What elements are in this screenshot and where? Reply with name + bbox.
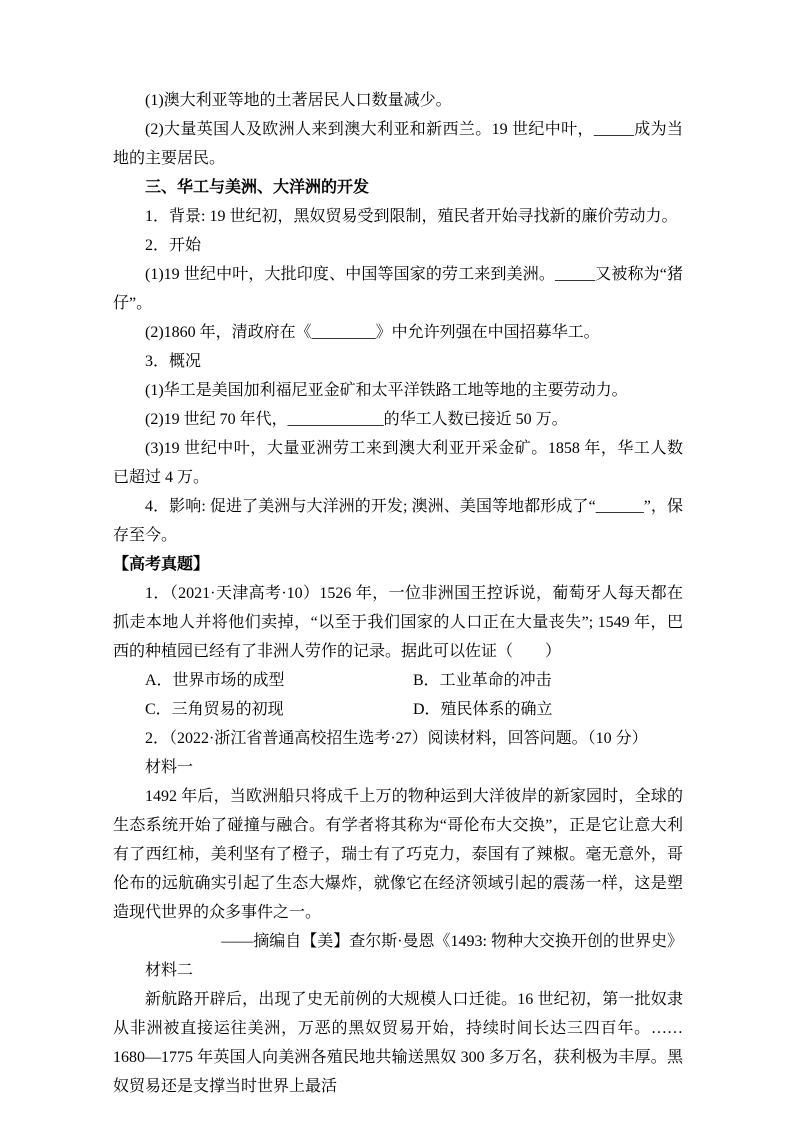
options-row bbox=[113, 666, 683, 695]
option-cell: D．殖民体系的确立 bbox=[413, 701, 553, 718]
paragraph: (1)华工是美国加利福尼亚金矿和太平洋铁路工地等地的主要劳动力。 bbox=[145, 382, 628, 399]
paragraph: 1492 年后，当欧洲船只将成千上万的物种运到大洋彼岸的新家园时，全球的生态系统开始了碰撞与融合。有学者将其称为“哥伦布大交换”，正是它让意大利有了西红柿，美利坚有了橙子，瑞士有了巧克力，泰国有了辣椒。毫无意外，哥伦布的远航确实引起了生态大爆炸，就像它在经济领域引起的震荡一样，这是塑造现代世界的众多事件之一。 bbox=[113, 788, 683, 921]
paragraph: 2．开始 bbox=[145, 237, 202, 254]
section-heading: 【高考真题】 bbox=[113, 556, 210, 573]
paragraph: (3)19 世纪中叶，大量亚洲劳工来到澳大利亚开采金矿。1858 年，华工人数已超过 4 万。 bbox=[113, 440, 683, 486]
paragraph: 1．（2021·天津高考·10）1526 年，一位非洲国王控诉说，葡萄牙人每天都在抓走本地人并将他们卖掉，“以至于我们国家的人口正在大量丧失”; 1549 年，巴西的种植园已经有了非洲人劳作的记录。据此可以佐证（ ） bbox=[113, 585, 683, 660]
paragraph: (1)澳大利亚等地的土著居民人口数量减少。 bbox=[145, 92, 452, 109]
option-cell: A．世界市场的成型 bbox=[145, 672, 285, 689]
option-cell: B．工业革命的冲击 bbox=[413, 672, 552, 689]
paragraph: 材料一 bbox=[145, 759, 194, 776]
paragraph: (2)大量英国人及欧洲人来到澳大利亚和新西兰。19 世纪中叶，_____成为当地的主要居民。 bbox=[113, 121, 683, 167]
paragraph: 2．（2022·浙江省普通高校招生选考·27）阅读材料，回答问题。（10 分） bbox=[145, 730, 648, 747]
paragraph: 3．概况 bbox=[145, 353, 202, 370]
options-row bbox=[113, 695, 683, 724]
paragraph: (2)1860 年，清政府在《________》中允许列强在中国招募华工。 bbox=[145, 324, 600, 341]
source-attribution: ——摘编自【美】查尔斯·曼恩《1493: 物种大交换开创的世界史》 bbox=[221, 933, 683, 950]
paragraph: (2)19 世纪 70 年代，____________的华工人数已接近 50 万。 bbox=[145, 411, 568, 428]
paragraph: 1．背景: 19 世纪初，黑奴贸易受到限制，殖民者开始寻找新的廉价劳动力。 bbox=[145, 208, 678, 225]
paragraph: (1)19 世纪中叶，大批印度、中国等国家的劳工来到美洲。_____又被称为“猪仔”。 bbox=[113, 266, 683, 312]
paragraph: 新航路开辟后，出现了史无前例的大规模人口迁徙。16 世纪初，第一批奴隶从非洲被直接运往美洲，万恶的黑奴贸易开始，持续时间长达三四百年。……1680—1775 年英国人向美洲各殖民地共输送黑奴 300 多万名，获利极为丰厚。黑奴贸易还是支撑当时世界上最活 bbox=[113, 991, 683, 1095]
option-cell: C．三角贸易的初现 bbox=[145, 701, 284, 718]
paragraph: 材料二 bbox=[145, 962, 194, 979]
paragraph: 4．影响: 促进了美洲与大洋洲的开发; 澳洲、美国等地都形成了“______”，保存至今。 bbox=[113, 498, 683, 544]
document-body bbox=[113, 86, 683, 1101]
section-heading: 三、华工与美洲、大洋洲的开发 bbox=[145, 179, 370, 196]
